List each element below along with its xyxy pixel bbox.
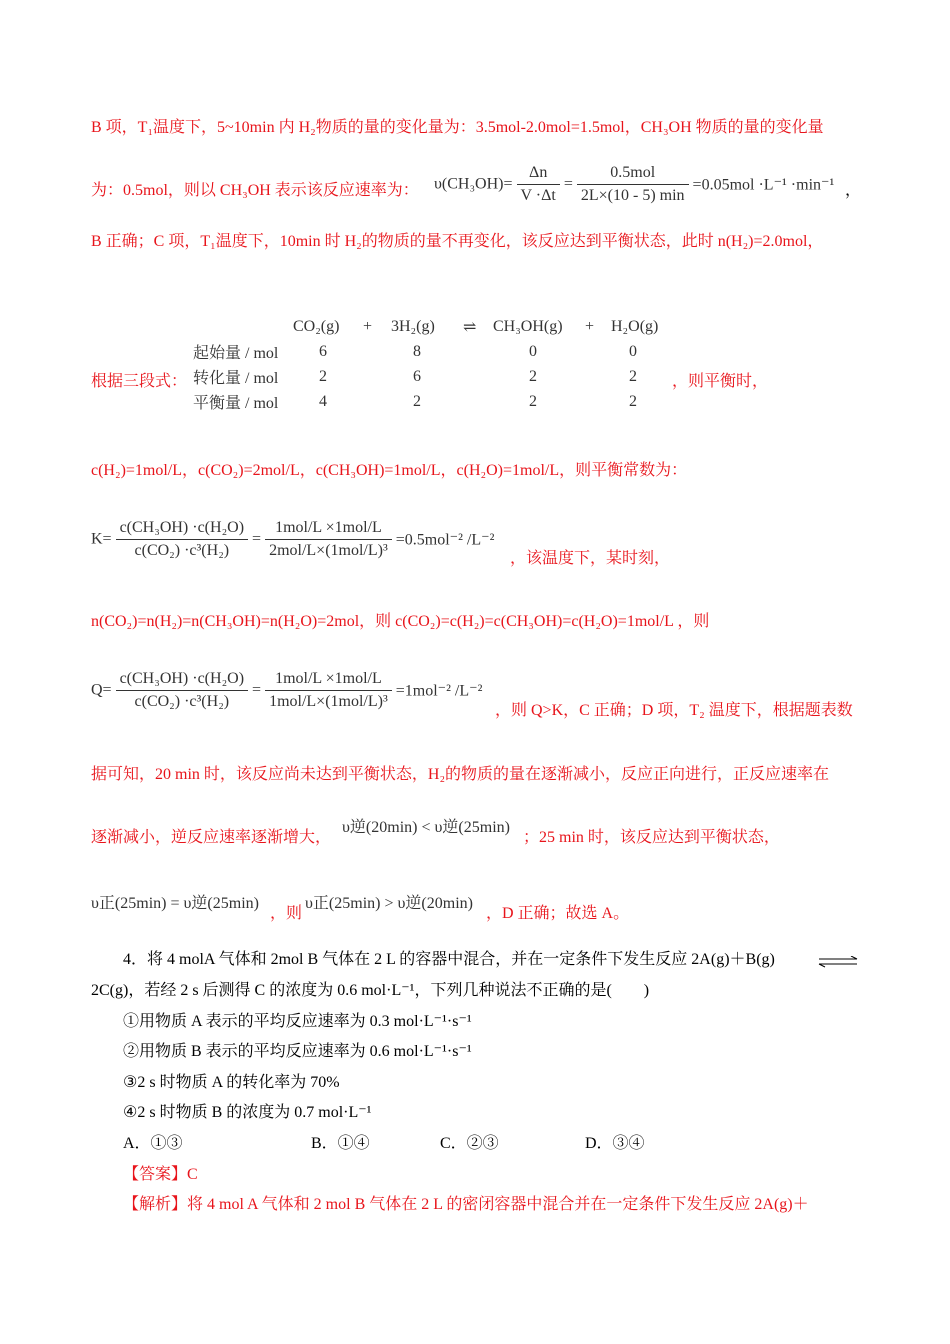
cell: 2 [629, 367, 637, 385]
rate-fraction-1-denominator: V ·Δt [520, 187, 556, 204]
cell: 6 [319, 342, 327, 360]
statement-1: ①用物质 A 表示的平均反应速率为 0.3 mol·L⁻¹·s⁻¹ [123, 1013, 472, 1030]
rate-lhs: υ(CH₃OH)= [434, 175, 513, 193]
k-fraction-2 [265, 519, 392, 560]
table-row [193, 389, 681, 414]
rate-fraction-2 [577, 164, 689, 205]
k-fraction-2-denominator: 2mol/L×(1mol/L)³ [269, 542, 388, 559]
cell: 0 [529, 342, 537, 360]
cell: 2 [319, 367, 327, 385]
cell: 2 [629, 392, 637, 410]
statement-3: ③2 s 时物质 A 的转化率为 70% [123, 1074, 340, 1091]
statement-2: ②用物质 B 表示的平均反应速率为 0.6 mol·L⁻¹·s⁻¹ [123, 1043, 472, 1060]
analysis-line-11-mid: ，则 [270, 905, 303, 922]
header-equilibrium-arrow: ⇌ [463, 318, 477, 336]
k-result: =0.5mol⁻² /L⁻² [395, 531, 495, 549]
row-label-change: 转化量 / mol [193, 370, 279, 387]
analysis-line-10-a: 逐渐减小，逆反应速率逐渐增大， [91, 829, 332, 846]
header-h2o: H₂O(g) [611, 317, 659, 335]
row-label-initial: 起始量 / mol [193, 345, 279, 362]
q-result: =1mol⁻² /L⁻² [395, 682, 483, 700]
rate-result: =0.05mol ·L⁻¹ ·min⁻¹ [692, 176, 835, 194]
q-lhs: Q= [91, 681, 112, 699]
cell: 4 [319, 392, 327, 410]
q-fraction-2 [265, 670, 392, 711]
header-plus-2: + [585, 317, 595, 335]
option-a: A．①③ [123, 1135, 183, 1152]
option-d: D．③④ [585, 1135, 645, 1152]
k-fraction-1 [116, 519, 248, 560]
k-fraction-1-numerator: c(CH₃OH) ·c(H₂O) [116, 519, 248, 540]
k-fraction-2-numerator: 1mol/L ×1mol/L [265, 519, 392, 540]
analysis-line-5: c(H₂)=1mol/L，c(CO₂)=2mol/L，c(CH₃OH)=1mol/L，c(H₂O)=1mol/L，则平衡常数为： [91, 462, 688, 479]
q-fraction-1 [116, 670, 248, 711]
table-row [193, 364, 681, 389]
rate-fraction-2-numerator: 0.5mol [577, 164, 689, 185]
k-equals: = [252, 530, 262, 548]
answer-line: 【答案】C [123, 1166, 198, 1183]
analysis-line-11-end: ，D 正确；故选 A。 [486, 905, 630, 922]
row-label-equilibrium: 平衡量 / mol [193, 395, 279, 412]
k-formula [91, 519, 494, 560]
question-stem-line-2: 2C(g)，若经 2 s 后测得 C 的浓度为 0.6 mol·L⁻¹，下列几种说法不正确的是( ) [91, 982, 650, 999]
cell: 6 [413, 367, 421, 385]
rate-fraction-1-numerator: Δn [517, 164, 560, 185]
analysis-line-2-text: 为：0.5mol，则以 CH₃OH 表示该反应速率为： [91, 182, 419, 199]
q-fraction-2-denominator: 1mol/L×(1mol/L)³ [269, 693, 388, 710]
question-stem-line-1: 4．将 4 molA 气体和 2mol B 气体在 2 L 的容器中混合，并在一定条件下发生反应 2A(g)＋B(g) [123, 951, 775, 968]
q-equals: = [252, 681, 262, 699]
cell: 0 [629, 342, 637, 360]
k-lhs: K= [91, 530, 112, 548]
rate-comparison-1: υ逆(20min) < υ逆(25min) [342, 819, 510, 836]
rate-fraction-1 [517, 164, 560, 205]
rate-equals: = [563, 175, 573, 193]
cell: 2 [529, 392, 537, 410]
q-fraction-1-denominator: c(CO₂) ·c³(H₂) [134, 693, 230, 710]
header-h2: 3H₂(g) [391, 317, 435, 335]
k-fraction-1-denominator: c(CO₂) ·c³(H₂) [134, 542, 230, 559]
cell: 8 [413, 342, 421, 360]
rate-formula [434, 164, 834, 205]
analysis-line-9: 据可知，20 min 时，该反应尚未达到平衡状态，H₂的物质的量在逐渐减小，反应正向进行，正反应速率在 [91, 766, 830, 783]
statement-4: ④2 s 时物质 B 的浓度为 0.7 mol·L⁻¹ [123, 1104, 372, 1121]
table-row [193, 339, 681, 364]
header-co2: CO₂(g) [293, 317, 340, 335]
three-stage-table [193, 314, 681, 414]
q-fraction-2-numerator: 1mol/L ×1mol/L [265, 670, 392, 691]
three-stage-grid [193, 314, 681, 414]
header-ch3oh: CH₃OH(g) [493, 317, 563, 335]
rate-fraction-2-denominator: 2L×(10 - 5) min [580, 187, 685, 204]
rate-comparison-2: υ正(25min) > υ逆(20min) [305, 895, 473, 912]
analysis-line-10-b: ；25 min 时，该反应达到平衡状态， [523, 829, 780, 846]
equilibrium-arrow-icon [817, 955, 859, 967]
cell: 2 [413, 392, 421, 410]
option-b: B．①④ [311, 1135, 370, 1152]
q-formula [91, 670, 482, 711]
analysis-line-7: n(CO₂)=n(H₂)=n(CH₃OH)=n(H₂O)=2mol，则 c(CO₂)=c(H₂)=c(CH₃OH)=c(H₂O)=1mol/L ，则 [91, 613, 710, 630]
analysis-line-3: B 正确；C 项，T₁温度下，10min 时 H₂的物质的量不再变化，该反应达到平衡状态，此时 n(H₂)=2.0mol， [91, 233, 824, 250]
analysis-start-line: 【解析】将 4 mol A 气体和 2 mol B 气体在 2 L 的密闭容器中混合并在一定条件下发生反应 2A(g)＋ [123, 1196, 809, 1213]
k-after-text: ，该温度下，某时刻， [510, 550, 671, 567]
three-stage-after: ，则平衡时， [672, 373, 769, 390]
three-stage-label: 根据三段式： [91, 373, 188, 390]
q-fraction-1-numerator: c(CH₃OH) ·c(H₂O) [116, 670, 248, 691]
rate-comma: ， [845, 182, 862, 199]
analysis-line-1: B 项，T₁温度下，5~10min 内 H₂物质的量的变化量为：3.5mol-2.0mol=1.5mol，CH₃OH 物质的量的变化量 [91, 119, 824, 136]
q-after-text: ，则 Q>K，C 正确；D 项，T₂ 温度下，根据题表数 [495, 702, 853, 719]
header-plus-1: + [363, 317, 373, 335]
cell: 2 [529, 367, 537, 385]
option-c: C．②③ [440, 1135, 499, 1152]
rate-equality: υ正(25min) = υ逆(25min) [91, 895, 259, 912]
